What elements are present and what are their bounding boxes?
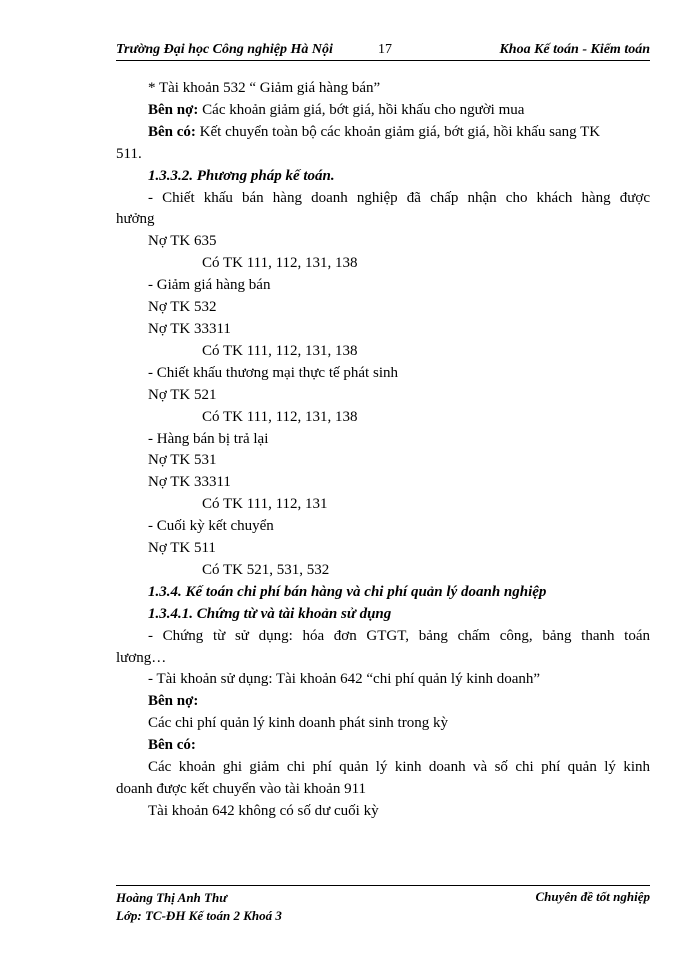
footer-author: Hoàng Thị Anh Thư: [116, 890, 227, 905]
header-school: Trường Đại học Công nghiệp Hà Nội: [116, 42, 333, 57]
paragraph-line: Các khoản ghi giảm chi phí quản lý kinh doanh và số chi phí quản lý kinh: [148, 759, 650, 776]
footer-class: Lớp: TC-ĐH Kế toán 2 Khoá 3: [116, 908, 282, 923]
entry-debit: Nợ TK 33311: [148, 320, 231, 337]
account-532-title: * Tài khoản 532 “ Giảm giá hàng bán”: [148, 80, 381, 96]
list-item: - Giảm giá hàng bán: [148, 277, 271, 294]
credit-line: [116, 122, 650, 144]
footer-title: Chuyên đề tốt nghiệp: [535, 889, 650, 904]
paragraph-line: hưởng: [116, 211, 155, 228]
document-body: [116, 78, 650, 823]
entry-credit: Có TK 111, 112, 131, 138: [202, 408, 358, 425]
credit-line-cont: 511.: [116, 145, 142, 162]
entry-debit: Nợ TK 521: [148, 386, 217, 403]
paragraph-line: Tài khoản 642 không có số dư cuối kỳ: [148, 802, 379, 819]
entry-debit: Nợ TK 511: [148, 540, 216, 557]
entry-debit: Nợ TK 33311: [148, 474, 231, 491]
debit-text: Các khoản giảm giá, bớt giá, hồi khấu cho người mua: [198, 101, 525, 118]
page-number: 17: [378, 42, 392, 57]
entry-credit: Có TK 111, 112, 131, 138: [202, 255, 358, 272]
list-item: - Hàng bán bị trả lại: [148, 430, 269, 447]
paragraph-line: - Tài khoản sử dụng: Tài khoản 642 “chi phí quản lý kinh doanh”: [148, 671, 541, 688]
paragraph-line: Các chi phí quản lý kinh doanh phát sinh trong kỳ: [148, 715, 448, 732]
entry-debit: Nợ TK 532: [148, 299, 217, 316]
credit-label: Bên có:: [148, 123, 196, 140]
credit-text: Kết chuyển toàn bộ các khoản giảm giá, bớt giá, hồi khấu sang TK: [195, 123, 601, 140]
footer-author-block: [116, 889, 282, 925]
debit-heading: Bên nợ:: [148, 693, 199, 710]
paragraph-line: doanh được kết chuyển vào tài khoản 911: [116, 781, 367, 797]
entry-debit: Nợ TK 635: [148, 233, 217, 250]
debit-line: [116, 100, 650, 122]
header-faculty: Khoa Kế toán - Kiểm toán: [499, 42, 650, 57]
debit-label: Bên nợ:: [148, 101, 199, 118]
entry-credit: Có TK 521, 531, 532: [202, 561, 330, 578]
list-item: - Chiết khấu thương mại thực tế phát sinh: [148, 364, 398, 381]
paragraph-line: lương…: [116, 649, 167, 666]
credit-heading: Bên có:: [148, 737, 196, 754]
section-heading-1-3-4-1: 1.3.4.1. Chứng từ và tài khoản sử dụng: [148, 605, 392, 622]
entry-debit: Nợ TK 531: [148, 452, 217, 469]
list-item: - Cuối kỳ kết chuyển: [148, 518, 274, 535]
entry-credit: Có TK 111, 112, 131: [202, 496, 328, 513]
entry-credit: Có TK 111, 112, 131, 138: [202, 342, 358, 359]
section-heading-1-3-3-2: 1.3.3.2. Phương pháp kế toán.: [148, 167, 335, 184]
page-footer: [116, 885, 650, 923]
section-heading-1-3-4: 1.3.4. Kế toán chi phí bán hàng và chi phí quản lý doanh nghiệp: [148, 583, 547, 600]
page-header: [116, 40, 650, 61]
paragraph-line: - Chứng từ sử dụng: hóa đơn GTGT, bảng chấm công, bảng thanh toán: [148, 627, 650, 644]
paragraph-line: - Chiết khấu bán hàng doanh nghiệp đã chấp nhận cho khách hàng được: [148, 189, 650, 206]
